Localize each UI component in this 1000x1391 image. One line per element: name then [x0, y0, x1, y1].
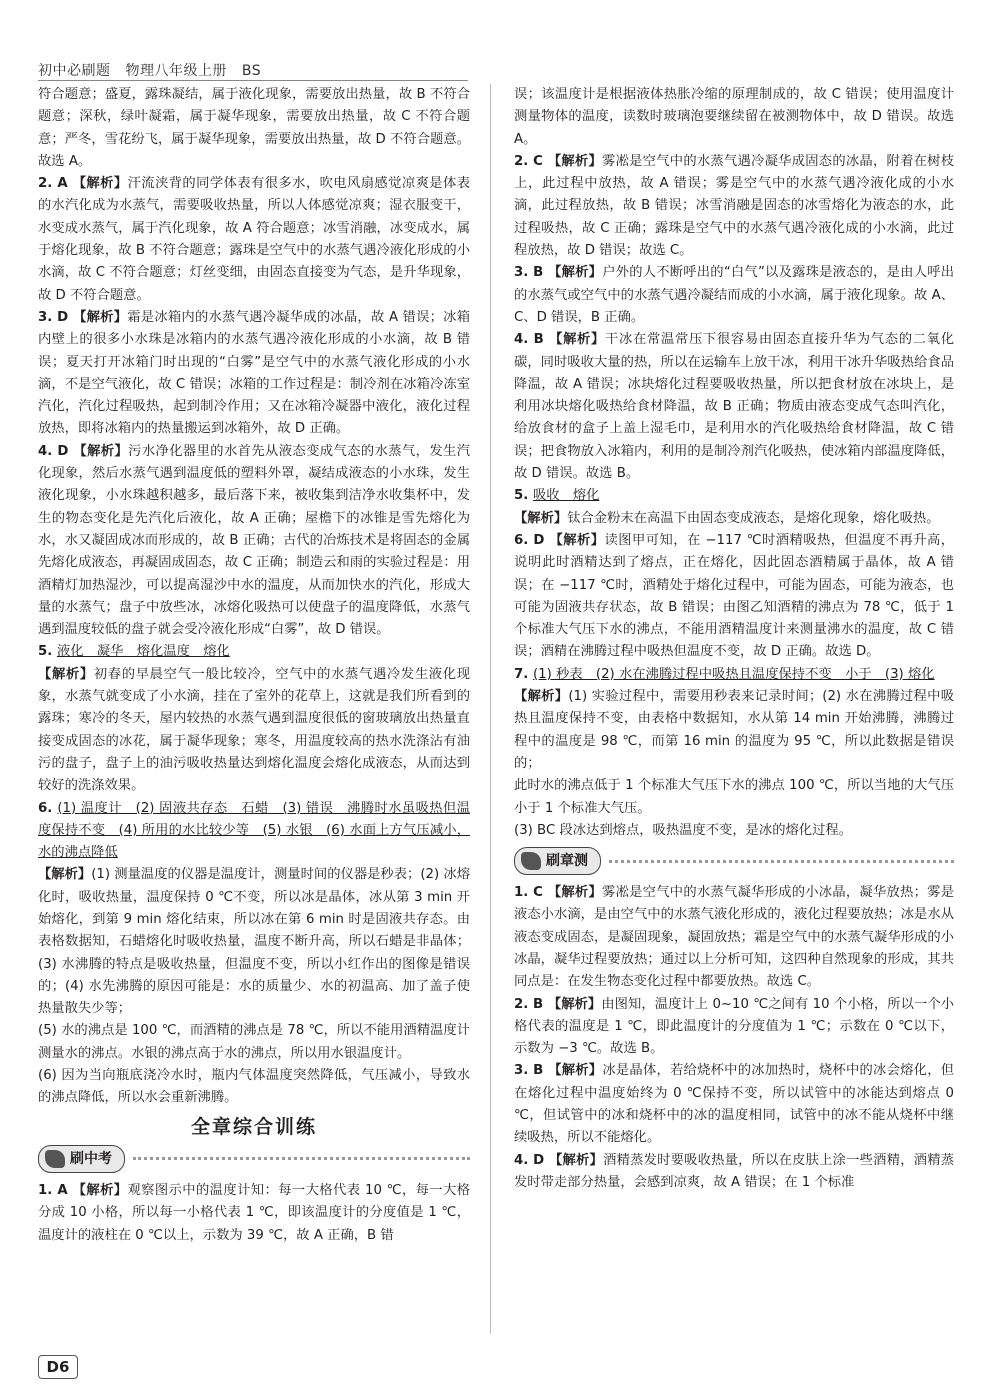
- answer-text: 雾凇是空气中的水蒸气遇冷凝华成固态的冰晶，附着在树枝上，此过程中放热，故 A 错误；雾是空气中的水蒸气遇冷液化成的小水滴，此过程放热，故 B 错误；冰雪消融是固态的冰雪熔化为液态的水，此过程吸热，故 C 正确；露珠是空气中的水蒸气遇冷液化成的小水滴，此过程放热，故 D 错误；故选 C。: [514, 153, 955, 259]
- left-column: [38, 84, 470, 1247]
- analysis-tag: 【解析】: [73, 443, 129, 459]
- answer-text: 此时水的沸点低于 1 个标准大气压下水的沸点 100 ℃，所以当地的大气压小于 1 个标准大气压。: [514, 778, 954, 816]
- answer-text: (1) 测量温度的仪器是温度计，测量时间的仪器是秒表；(2) 冰熔化时，吸收热量，温度保持 0 ℃不变，所以冰是晶体，冰从第 3 min 开始熔化，到第 9 min 熔化结束，所以冰在第 6 min 时是固液共存态。由表格数据知，石蜡熔化时吸收热量，温度不断升高，所以石蜡是非晶体；(3) 水沸腾的特点是吸收热量，但温度不变，所以小红作出的图像是错误的；(4) 水先沸腾的原因可能是：水的质量少、水的初温高、加了盖子使热量散失少等；: [38, 867, 471, 1017]
- answer-paragraph: [38, 798, 470, 865]
- column-divider: [490, 84, 491, 1334]
- analysis-tag: 【解析】: [547, 996, 602, 1012]
- answer-text: 初春的早晨空气一般比较冷，空气中的水蒸气遇冷发生液化现象，水蒸气就变成了小水滴，挂在了室外的花草上，这就是我们所看到的露珠；寒冷的冬天，屋内较热的水蒸气遇到温度很低的窗玻璃放出热量直接变成固态的冰花，属于凝华现象；寒冬，用温度较高的热水洗涤沾有油污的盘子，盘子上的油污吸收热量达到熔化温度会熔化成液态，从而达到较好的洗涤效果。: [38, 666, 471, 794]
- answer-paragraph: [514, 686, 954, 775]
- analysis-tag: 【解析】: [548, 265, 603, 281]
- banner-zhongkao-label: 刷中考: [70, 1150, 112, 1167]
- answer-paragraph: [514, 262, 954, 329]
- analysis-tag: 【解析】: [73, 309, 128, 325]
- answer-number: 3. B: [514, 1063, 549, 1079]
- right-answers: [514, 84, 954, 842]
- answer-paragraph: [38, 864, 470, 1020]
- banner-zhangce-badge: [514, 847, 601, 875]
- fill-answer: 吸收 熔化: [532, 488, 600, 504]
- answer-paragraph: [514, 485, 954, 507]
- answer-number: 6.: [38, 800, 58, 816]
- answer-paragraph: [38, 1020, 470, 1065]
- answer-text: 符合题意；盛夏，露珠凝结，属于液化现象，需要放出热量，故 B 不符合题意；深秋，绿叶凝霜，属于凝华现象，需要放出热量，故 C 不符合题意；严冬，雪花纷飞，属于凝华现象，需要放出热量，故 D 不符合题意。故选 A。: [38, 87, 470, 169]
- answer-text: 汗流浃背的同学体表有很多水，吹电风扇感觉凉爽是体表的水汽化成为水蒸气，需要吸收热量，所以人体感觉凉爽；湿衣服变干，水变成水蒸气，属于汽化现象，故 A 符合题意；冰雪消融，冰变成水，属于熔化现象，故 B 不符合题意；露珠是空气中的水蒸气遇冷液化形成的小水滴，故 C 不符合题意；灯丝变细，由固态直接变为气态，是升华现象，故 D 不符合题意。: [38, 176, 471, 303]
- answer-text: 读图甲可知，在 −117 ℃时酒精吸热，但温度不再升高，说明此时酒精达到了熔点，正在熔化，因此固态酒精属于晶体，故 A 错误；在 −117 ℃时，酒精处于熔化过程中，可能为固态，可能为液态，也可能为固液共存状态，故 B 错误；由图乙知酒精的沸点为 78 ℃，低于 1 个标准大气压下水的沸点，不能用酒精温度计来测量沸水的温度，故 C 错误；酒精在沸腾过程中吸热但温度不变，故 D 正确。故选 D。: [514, 532, 954, 660]
- banner-zhangce-label: 刷章测: [546, 852, 588, 869]
- answer-number: 7.: [514, 666, 533, 682]
- header-rule: [38, 80, 468, 81]
- answer-paragraph: [514, 820, 954, 842]
- right-column: [514, 84, 954, 1194]
- banner-dots: [133, 1157, 470, 1160]
- answer-paragraph: [38, 441, 470, 642]
- analysis-tag: 【解析】: [72, 1182, 128, 1198]
- banner-zhongkao-badge: [38, 1145, 125, 1173]
- answer-paragraph: [38, 307, 470, 441]
- answer-paragraph: [514, 994, 954, 1061]
- analysis-tag: 【解析】: [514, 510, 568, 526]
- answer-paragraph: [38, 173, 470, 307]
- answer-number: 2. C: [514, 153, 548, 169]
- answer-text: 误；该温度计是根据液体热胀冷缩的原理制成的，故 C 错误；使用温度计测量物体的温度，读数时玻璃泡要继续留在被测物体中，故 D 错误。故选 A。: [514, 87, 954, 147]
- answer-text: 钛合金粉末在高温下由固态变成液态，是熔化现象，熔化吸热。: [567, 510, 940, 526]
- analysis-tag: 【解析】: [38, 666, 94, 682]
- brush-icon: [45, 1150, 65, 1168]
- answer-paragraph: [514, 84, 954, 151]
- answer-paragraph: [514, 329, 954, 485]
- answer-paragraph: [38, 84, 470, 173]
- answer-text: 污水净化器里的水首先从液态变成气态的水蒸气，发生汽化现象，然后水蒸气遇到温度低的塑料外罩，凝结成液态的小水珠，发生液化现象，小水珠越积越多，最后落下来，被收集到洁净水收集杯中，发生的物态变化是先汽化后液化，故 A 正确；屋檐下的冰锥是雪先熔化为水，水又凝固成冰而形成的，故 B 正确；古代的冶炼技术是将固态的金属先熔化成液态，再凝固成固态，故 C 正确；制造云和雨的实验过程是：用酒精灯加热湿沙，可以提高湿沙中水的温度，从而加快水的汽化，形成大量的水蒸气；盘子中放些冰，冰熔化吸热可以使盘子的温度降低，水蒸气遇到温度较低的盘子就会受冷液化形成“白雾”，故 D 错误。: [38, 443, 471, 638]
- answer-text: 冰是晶体，若给烧杯中的冰加热时，烧杯中的冰会熔化，但在熔化过程中温度始终为 0 ℃保持不变，所以试管中的冰能达到熔点 0 ℃，但试管中的冰和烧杯中的冰的温度相同，试管中的冰不能从烧杯中继续吸热，所以不能熔化。: [514, 1063, 955, 1146]
- page-header: [38, 60, 271, 80]
- answer-number: 3. B: [514, 265, 549, 281]
- answer-number: 4. B: [514, 332, 550, 348]
- answer-text: (1) 实验过程中，需要用秒表来记录时间；(2) 水在沸腾过程中吸热且温度保持不变，由表格中数据知，水从第 14 min 开始沸腾，沸腾过程中的温度是 98 ℃，而第 16 min 的温度为 95 ℃，所以此数据是错误的；: [514, 689, 954, 771]
- banner-dots: [609, 860, 954, 863]
- left-answers-after: [38, 1180, 470, 1247]
- answer-number: 3. D: [38, 309, 74, 325]
- banner-zhongkao: [38, 1144, 470, 1174]
- answer-paragraph: [514, 1060, 954, 1149]
- analysis-tag: 【解析】: [549, 1152, 604, 1168]
- answer-number: 1. C: [514, 885, 548, 901]
- answer-text: (3) BC 段冰达到熔点，吸热温度不变，是冰的熔化过程。: [514, 822, 852, 838]
- answer-paragraph: [38, 641, 470, 663]
- answer-number: 5.: [38, 644, 57, 660]
- answer-number: 5.: [514, 488, 533, 504]
- answer-paragraph: [514, 151, 954, 262]
- answer-paragraph: [38, 1065, 470, 1110]
- header-edition: BS: [241, 63, 262, 79]
- analysis-tag: 【解析】: [38, 867, 92, 883]
- answer-text: 霜是冰箱内的水蒸气遇冷凝华成的冰晶，故 A 错误；冰箱内壁上的很多小水珠是冰箱内的水蒸气遇冷液化形成的小水滴，故 B 错误；夏天打开冰箱门时出现的“白雾”是空气中的水蒸气液化形成的小水滴，不是空气液化，故 C 错误；冰箱的工作过程是：制冷剂在冰箱冷冻室汽化，汽化过程吸热，起到制冷作用；又在冰箱冷凝器中液化，液化过程放热，即将冰箱内的热量搬运到冰箱外，故 D 正确。: [38, 309, 471, 437]
- answer-paragraph: [514, 775, 954, 820]
- fill-answer: 液化 凝华 熔化温度 熔化: [56, 644, 230, 660]
- answer-number: 2. A: [38, 176, 73, 192]
- answer-text: 酒精蒸发时要吸收热量，所以在皮肤上涂一些酒精，酒精蒸发时带走部分热量，会感到凉爽，故 A 错误；在 1 个标准: [514, 1152, 955, 1190]
- page-number: D6: [38, 1355, 78, 1379]
- answer-text: 由图知，温度计上 0~10 ℃之间有 10 个小格，所以一个小格代表的温度是 1 ℃，即此温度计的分度值为 1 ℃；示数在 0 ℃以下，示数为 −3 ℃。故选 B。: [514, 996, 955, 1057]
- answer-text: 户外的人不断呼出的“白气”以及露珠是液态的，是由人呼出的水蒸气或空气中的水蒸气遇冷凝结而成的小水滴，属于液化现象。故 A、C、D 错误，B 正确。: [514, 265, 955, 325]
- answer-paragraph: [514, 508, 954, 530]
- answer-paragraph: [514, 530, 954, 664]
- analysis-tag: 【解析】: [72, 176, 128, 192]
- analysis-tag: 【解析】: [548, 1063, 603, 1079]
- answer-text: 干冰在常温常压下很容易由固态直接升华为气态的二氧化碳，同时吸收大量的热，所以在运输车上放干冰，利用干冰升华吸热给食品降温，故 A 错误；冰块熔化过程要吸收热量，所以把食材放在冰块上，是利用冰块熔化吸热给食材降温，故 B 正确；物质由液态变成气态叫汽化，给放食材的盒子上盖上湿毛巾，是利用水的汽化吸热给食材降温，故 C 错误；把食物放入冰箱内，利用的是制冷剂汽化吸热，使冰箱内部温度降低，故 D 错误。故选 B。: [514, 332, 955, 482]
- answer-paragraph: [514, 1150, 954, 1195]
- answer-number: 4. D: [514, 1152, 550, 1168]
- answer-number: 1. A: [38, 1182, 73, 1198]
- answer-text: (5) 水的沸点是 100 ℃，而酒精的沸点是 78 ℃，所以不能用酒精温度计测量水的沸点。水银的沸点高于水的沸点，所以用水银温度计。: [38, 1023, 470, 1061]
- answer-paragraph: [514, 664, 954, 686]
- answer-text: 雾凇是空气中的水蒸气凝华形成的小冰晶，凝华放热；雾是液态小水滴，是由空气中的水蒸气液化形成的，液化过程要放热；冰是水从液态变成固态，是凝固现象，凝固放热；霜是空气中的水蒸气凝华形成的小冰晶，凝华过程要放热；通过以上分析可知，这四种自然现象的形成，其共同点是：在发生物态变化过程中都要放热。故选 C。: [514, 885, 955, 990]
- answer-text: 观察图示中的温度计知：每一大格代表 10 ℃，每一大格分成 10 小格，所以每一小格代表 1 ℃，即该温度计的分度值是 1 ℃，温度计的液柱在 0 ℃以上，示数为 39 ℃，故 A 正确，B 错: [38, 1182, 471, 1243]
- answer-paragraph: [38, 664, 470, 798]
- answer-number: 6. D: [514, 532, 550, 548]
- answer-text: (6) 因为当向瓶底浇冷水时，瓶内气体温度突然降低，气压减小，导致水的沸点降低，所以水会重新沸腾。: [38, 1068, 470, 1106]
- section-title: 全章综合训练: [190, 1115, 317, 1138]
- answer-paragraph: [514, 882, 954, 993]
- analysis-tag: 【解析】: [547, 153, 603, 169]
- fill-answer: (1) 温度计 (2) 固液共存态 石蜡 (3) 错误 沸腾时水虽吸热但温度保持不变 (4) 所用的水比较少等 (5) 水银 (6) 水面上方气压减小，水的沸点降低: [38, 800, 470, 861]
- brush-icon: [521, 852, 541, 870]
- header-series: 初中必刷题: [38, 63, 111, 79]
- analysis-tag: 【解析】: [549, 532, 605, 548]
- right-answers-after: [514, 882, 954, 1194]
- fill-answer: (1) 秒表 (2) 水在沸腾过程中吸热且温度保持不变 小于 (3) 熔化: [532, 666, 935, 682]
- analysis-tag: 【解析】: [549, 332, 606, 348]
- left-answers: [38, 84, 470, 1110]
- analysis-tag: 【解析】: [547, 885, 603, 901]
- answer-number: 4. D: [38, 443, 74, 459]
- analysis-tag: 【解析】: [514, 689, 569, 705]
- answer-number: 2. B: [514, 996, 548, 1012]
- header-subject: 物理八年级上册: [125, 63, 227, 79]
- answer-paragraph: [38, 1180, 470, 1247]
- banner-zhangce: [514, 846, 954, 876]
